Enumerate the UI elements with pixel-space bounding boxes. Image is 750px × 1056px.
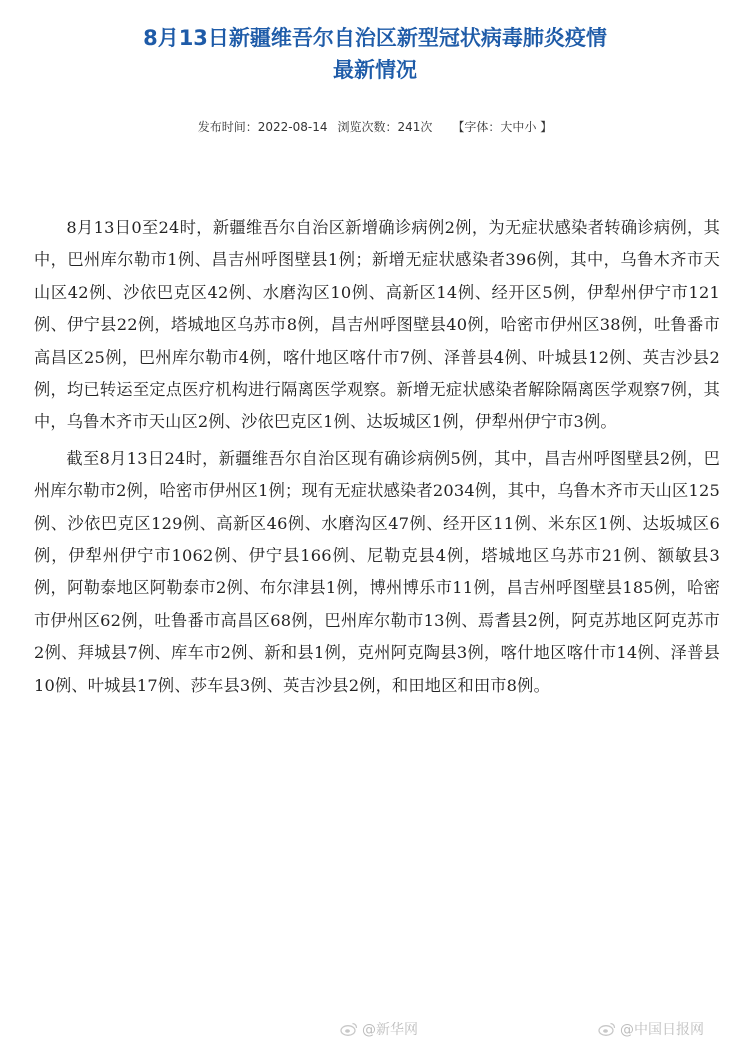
font-size-close: 】 [536, 120, 553, 134]
article-title-line-1: 8月13日新疆维吾尔自治区新型冠状病毒肺炎疫情 [143, 26, 607, 50]
article-paragraph-2: 截至8月13日24时，新疆维吾尔自治区现有确诊病例5例，其中，昌吉州呼图壁县2例，巴州库尔勒市2例，哈密市伊州区1例；现有无症状感染者2034例，其中，乌鲁木齐市天山区125例、沙依巴克区129例、高新区46例、水磨沟区47例、经开区11例、米东区1例、达坂城区6例，伊犁州伊宁市1062例、伊宁县166例、尼勒克县4例，塔城地区乌苏市21例、额敏县3例，阿勒泰地区阿勒泰市2例、布尔津县1例，博州博乐市11例，昌吉州呼图壁县185例，哈密市伊州区62例，吐鲁番市高昌区68例，巴州库尔勒市13例、焉耆县2例，阿克苏地区阿克苏市2例、拜城县7例、库车市2例、新和县1例，克州阿克陶县3例，喀什地区喀什市14例、泽普县10例、叶城县17例、莎车县3例、英吉沙县2例，和田地区和田市8例。 [34, 448, 720, 695]
article-meta [0, 118, 750, 136]
views-label: 浏览次数： [337, 120, 398, 134]
views-count: 241次 [397, 120, 433, 134]
article-paragraph-1: 8月13日0至24时，新疆维吾尔自治区新增确诊病例2例，为无症状感染者转确诊病例，其中，巴州库尔勒市1例、昌吉州呼图壁县1例；新增无症状感染者396例，其中，乌鲁木齐市天山区42例、沙依巴克区42例、水磨沟区10例、高新区14例、经开区5例，伊犁州伊宁市121例、伊宁县22例，塔城地区乌苏市8例，昌吉州呼图壁县40例，哈密市伊州区38例，吐鲁番市高昌区25例，巴州库尔勒市4例，喀什地区喀什市7例、泽普县4例、叶城县12例、英吉沙县2例，均已转运至定点医疗机构进行隔离医学观察。新增无症状感染者解除隔离医学观察7例，其中，乌鲁木齐市天山区2例、沙依巴克区1例、达坂城区1例，伊犁州伊宁市3例。 [34, 218, 720, 432]
weibo-icon [598, 1022, 616, 1036]
article-title [0, 22, 750, 86]
article-body [34, 212, 720, 702]
watermark-chinadaily [598, 1019, 704, 1039]
font-size-large-link[interactable]: 大 [500, 120, 513, 134]
publish-label: 发布时间： [197, 120, 258, 134]
weibo-icon [340, 1022, 358, 1036]
watermark-xinhua [340, 1019, 418, 1039]
font-size-medium-link[interactable]: 中 [512, 120, 525, 134]
watermark-chinadaily-text: @中国日报网 [620, 1022, 704, 1038]
watermark-xinhua-text: @新华网 [362, 1022, 418, 1038]
publish-date: 2022-08-14 [257, 120, 328, 134]
article-title-line-2: 最新情况 [333, 58, 417, 82]
font-size-label: 【字体： [452, 120, 501, 134]
font-size-small-link[interactable]: 小 [524, 120, 537, 134]
